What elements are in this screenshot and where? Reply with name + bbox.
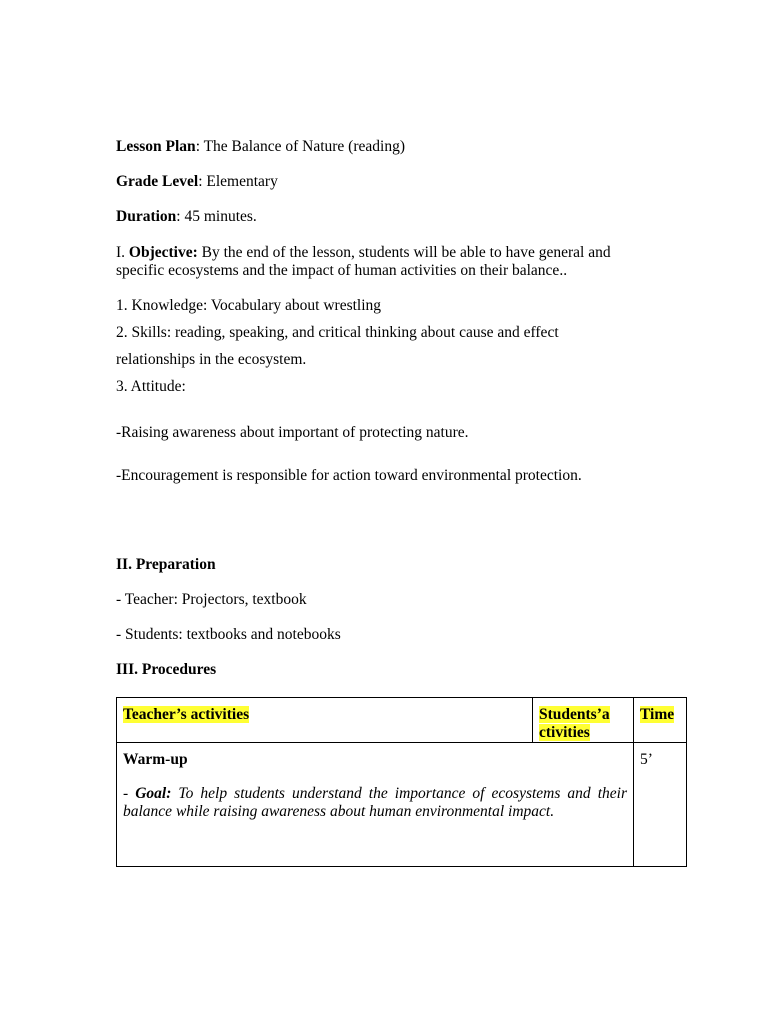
preparation-students: - Students: textbooks and notebooks <box>116 626 341 643</box>
objective-paragraph <box>116 244 656 280</box>
procedures-table <box>116 697 687 867</box>
objective-text: By the end of the lesson, students will be able to have general and specific ecosystems and the impact of human activities on their balance.. <box>116 244 611 279</box>
skills-item-line1: 2. Skills: reading, speaking, and critical thinking about cause and effect <box>116 324 559 341</box>
goal-prefix: - <box>123 785 136 802</box>
preparation-teacher: - Teacher: Projectors, textbook <box>116 591 307 608</box>
grade-level-value: : Elementary <box>198 173 278 190</box>
table-header-row <box>117 698 687 743</box>
duration-label: Duration <box>116 208 177 225</box>
skills-item-line2: relationships in the ecosystem. <box>116 351 307 368</box>
objective-prefix: I. <box>116 244 129 261</box>
procedures-heading-text: III. Procedures <box>116 661 217 678</box>
attitude-item: 3. Attitude: <box>116 378 186 395</box>
duration-line <box>116 208 257 226</box>
warmup-time-cell <box>634 743 687 867</box>
attitude-point-2: -Encouragement is responsible for action toward environmental protection. <box>116 467 582 484</box>
lesson-plan-value: : The Balance of Nature (reading) <box>195 138 405 155</box>
lesson-plan-line <box>116 138 405 156</box>
grade-level-label: Grade Level <box>116 173 199 190</box>
objective-label: Objective: <box>128 244 198 261</box>
warmup-goal <box>123 785 627 821</box>
goal-text: To help students understand the importance of ecosystems and their balance while raising awareness about human environmental impact. <box>123 785 627 820</box>
grade-level-line <box>116 173 278 191</box>
students-activities-label: Students’a ctivities <box>539 706 610 741</box>
warmup-time: 5’ <box>640 751 653 768</box>
warmup-title: Warm-up <box>123 751 188 768</box>
duration-value: : 45 minutes. <box>176 208 257 225</box>
knowledge-item: 1. Knowledge: Vocabulary about wrestling <box>116 297 382 314</box>
goal-label: Goal: <box>135 785 172 802</box>
table-row <box>117 743 687 867</box>
lesson-plan-label: Lesson Plan <box>116 138 196 155</box>
attitude-point-1: -Raising awareness about important of protecting nature. <box>116 424 469 441</box>
students-activities-header <box>533 698 634 743</box>
preparation-heading-text: II. Preparation <box>116 556 216 573</box>
warmup-cell <box>117 743 634 867</box>
teacher-activities-label: Teacher’s activities <box>123 706 250 723</box>
time-label: Time <box>640 706 675 723</box>
procedures-heading <box>116 661 216 679</box>
preparation-heading <box>116 556 216 574</box>
teacher-activities-header <box>117 698 533 743</box>
time-header <box>634 698 687 743</box>
